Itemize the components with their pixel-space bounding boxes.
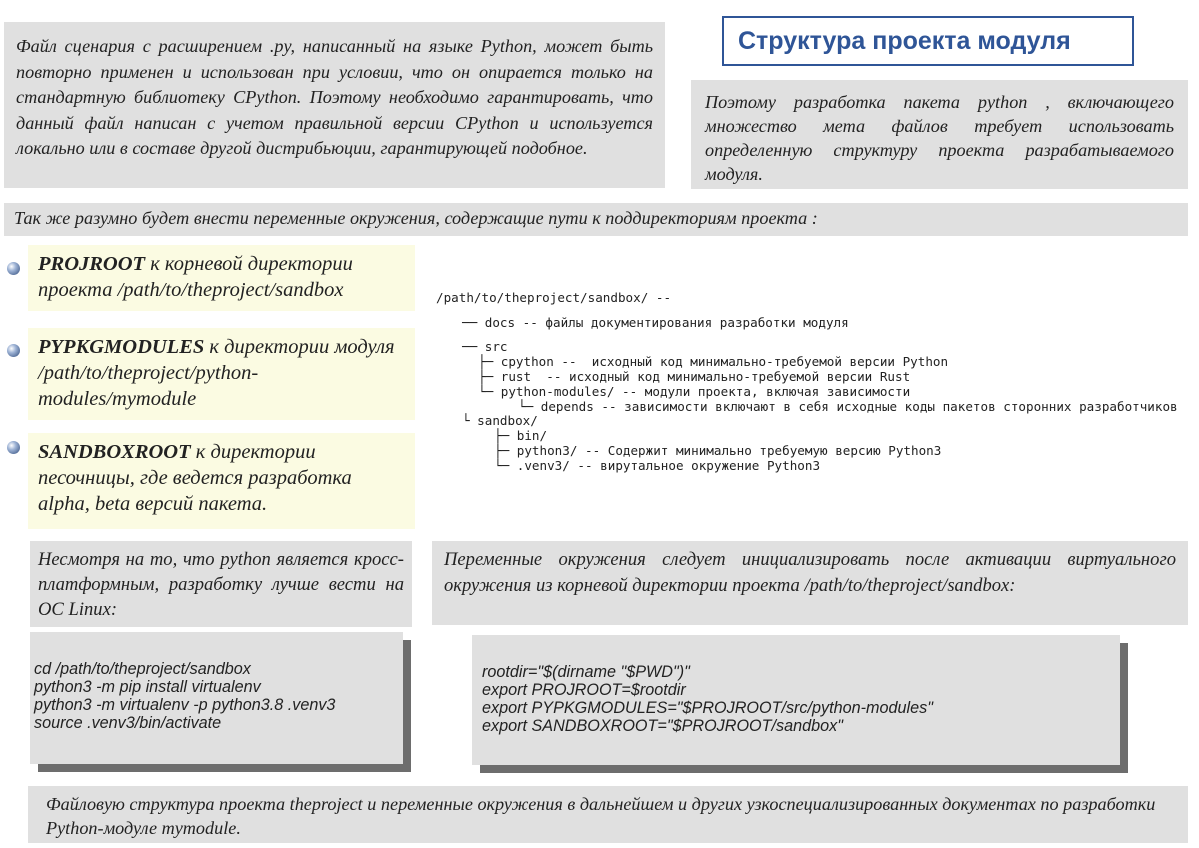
- var-sandboxroot: [28, 433, 415, 529]
- venv-note: Переменные окружения следует инициализировать после активации виртуального окружения из корневой директории проекта /path/to/theproject/sandbox:: [432, 541, 1188, 625]
- code-line: python3 -m pip install virtualenv: [34, 678, 261, 696]
- code-block-setup: [30, 632, 403, 764]
- bullet-icon: [7, 441, 20, 454]
- var-description: к директории модуля /path/to/theproject/python-modules/mymodule: [38, 336, 395, 410]
- tree-line: ├─ bin/: [494, 428, 548, 444]
- var-description: к корневой директории проекта /path/to/theproject/sandbox: [38, 253, 353, 301]
- platform-note: Несмотря на то, что python является кросс-платформным, разработку лучше вести на ОС Linux:: [30, 541, 412, 627]
- bullet-icon: [7, 344, 20, 357]
- var-pypkgmodules: [28, 328, 415, 420]
- tree-root: /path/to/theproject/sandbox/ --: [436, 289, 672, 305]
- footer-note: Файловую структура проекта theproject и переменные окружения в дальнейшем и других узкоспециализированных документах по разработки Python-модуле mymodule.: [28, 786, 1188, 843]
- bullet-icon: [7, 262, 20, 275]
- var-name: PYPKGMODULES: [38, 336, 205, 358]
- tree-line: ── src: [462, 339, 508, 355]
- tree-line: └─ python-modules/ -- модули проекта, включая зависимости: [478, 383, 911, 399]
- code-line: python3 -m virtualenv -p python3.8 .venv3: [34, 696, 336, 714]
- code-line: export SANDBOXROOT="$PROJROOT/sandbox": [482, 717, 843, 735]
- directory-tree: [436, 276, 1178, 488]
- tree-line: ├─ python3/ -- Содержит минимально требуемую версию Python3: [494, 442, 942, 458]
- tree-line: ├─ rust -- исходный код минимально-требуемой версии Rust: [478, 368, 911, 384]
- page-title: Структура проекта модуля: [722, 16, 1134, 66]
- intro-paragraph: Файл сценария с расширением .py, написанный на языке Python, может быть повторно применен и использован при условии, что он опирается только на стандартную библиотеку CPython. Поэтому необходимо гарантировать, что данный файл написан с учетом правильной версии CPython и используется локально или в составе другой дистрибьюции, гарантирующей подобное.: [4, 22, 665, 188]
- tree-line: └─ depends -- зависимости включают в себя исходные коды пакетов сторонних разработчиков: [518, 398, 1178, 414]
- code-line: export PYPKGMODULES="$PROJROOT/src/python-modules": [482, 699, 933, 717]
- tree-line: ├─ cpython -- исходный код минимально-требуемой версии Python: [478, 354, 949, 370]
- var-projroot: [28, 245, 415, 311]
- structure-note: Поэтому разработка пакета python , включающего множество мета файлов требует использовать определенную структуру проекта разрабатываемого модуля.: [691, 80, 1188, 189]
- env-vars-note: Так же разумно будет внести переменные окружения, содержащие пути к поддиректориям проекта :: [4, 203, 1188, 236]
- var-name: SANDBOXROOT: [38, 441, 191, 463]
- tree-line: ── docs -- файлы документирования разработки модуля: [462, 314, 849, 330]
- code-block-env: [472, 635, 1120, 765]
- code-line: export PROJROOT=$rootdir: [482, 681, 686, 699]
- code-line: rootdir="$(dirname "$PWD")": [482, 663, 690, 681]
- code-line: source .venv3/bin/activate: [34, 714, 222, 732]
- tree-line: └ sandbox/: [462, 413, 538, 429]
- tree-line: └─ .venv3/ -- вирутальное окружение Python3: [494, 457, 821, 473]
- var-name: PROJROOT: [38, 253, 146, 275]
- var-description: к директории песочницы, где ведется разработка alpha, beta версий пакета.: [38, 441, 352, 515]
- code-line: cd /path/to/theproject/sandbox: [34, 660, 251, 678]
